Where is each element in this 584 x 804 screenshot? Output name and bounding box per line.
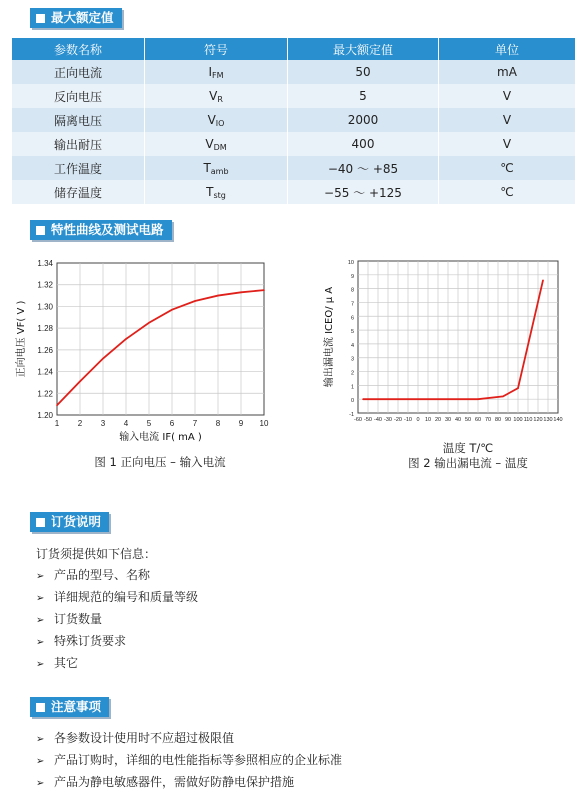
figure-2-xlabel: 温度 T/℃ (442, 441, 494, 455)
max-ratings-table (12, 38, 575, 204)
y-tick-label: 6 (350, 315, 354, 322)
leakage-current-chart (318, 255, 576, 440)
square-icon (36, 14, 45, 23)
section-header-notes: 注意事项 (30, 697, 109, 717)
x-tick-label: 8 (215, 419, 221, 428)
param-unit: V (439, 108, 576, 132)
x-tick-label: -50 (364, 417, 372, 423)
list-item (36, 630, 198, 652)
arrow-bullet-icon: ➢ (36, 571, 45, 582)
data-point (217, 295, 219, 297)
data-point (148, 322, 150, 324)
param-value: 400 (288, 132, 439, 156)
param-value: 5 (288, 84, 439, 108)
x-tick-label: 70 (484, 417, 492, 423)
list-item (36, 771, 342, 793)
x-tick-label: 40 (454, 417, 462, 423)
param-name: 反向电压 (12, 84, 145, 108)
param-unit: mA (439, 60, 576, 84)
y-tick-label: 9 (350, 273, 354, 280)
x-tick-label: -30 (384, 417, 392, 423)
arrow-bullet-icon: ➢ (36, 615, 45, 626)
x-tick-label: -20 (394, 417, 402, 423)
arrow-bullet-icon: ➢ (36, 637, 45, 648)
section-header-ordering: 订货说明 (30, 512, 109, 532)
x-tick-label: 30 (444, 417, 452, 423)
data-point (542, 280, 544, 282)
header-unit: 单位 (439, 38, 576, 60)
data-point (194, 300, 196, 302)
ordering-list (36, 564, 198, 674)
square-icon (36, 226, 45, 235)
list-item-text: 订货数量 (54, 612, 103, 626)
section-header-max-ratings: 最大额定值 (30, 8, 122, 28)
param-symbol: $V_{DM}$ (145, 132, 288, 156)
param-name: 隔离电压 (12, 108, 145, 132)
x-tick-label: 120 (533, 417, 543, 423)
x-tick-label: 100 (513, 417, 523, 423)
data-point (517, 387, 519, 389)
x-tick-label: 80 (494, 417, 502, 423)
list-item (36, 727, 342, 749)
param-name: 储存温度 (12, 180, 145, 204)
x-tick-label: 110 (523, 417, 533, 423)
param-name: 正向电流 (12, 60, 145, 84)
plot-area (57, 263, 264, 415)
figure-2-caption: 图 2 输出漏电流 – 温度 (408, 456, 528, 470)
x-tick-label: 7 (192, 419, 198, 428)
x-tick-label: 6 (169, 419, 175, 428)
x-tick-label: 9 (238, 419, 244, 428)
data-point (102, 358, 104, 360)
arrow-bullet-icon: ➢ (36, 734, 45, 745)
list-item-text: 产品订购时，详细的电性能指标等参照相应的企业标准 (54, 753, 343, 767)
param-unit: V (439, 132, 576, 156)
param-symbol: $T_{amb}$ (145, 156, 288, 180)
y-tick-label: 1.32 (37, 280, 53, 290)
y-tick-label: 1.30 (37, 302, 53, 312)
y-tick-label: 4 (350, 342, 354, 349)
x-tick-label: 60 (474, 417, 482, 423)
list-item-text: 其它 (54, 656, 79, 670)
list-item-text: 产品的型号、名称 (54, 568, 151, 582)
arrow-bullet-icon: ➢ (36, 593, 45, 604)
list-item-text: 产品为静电敏感器件，需做好防静电保护措施 (54, 775, 295, 789)
y-tick-label: 7 (350, 301, 354, 308)
table-row (12, 108, 575, 132)
x-tick-label: 10 (424, 417, 432, 423)
data-point (477, 398, 479, 400)
list-item (36, 564, 198, 586)
y-tick-label: 1.24 (37, 367, 53, 377)
x-tick-label: 90 (504, 417, 512, 423)
y-tick-label: 3 (350, 356, 354, 363)
x-tick-label: -60 (354, 417, 362, 423)
data-point (56, 404, 58, 406)
param-symbol: $I_{FM}$ (145, 60, 288, 84)
y-tick-label: 1.28 (37, 324, 53, 334)
arrow-bullet-icon: ➢ (36, 778, 45, 789)
x-tick-label: -10 (404, 417, 412, 423)
table-row (12, 132, 575, 156)
x-tick-label: 5 (146, 419, 152, 428)
ordering-intro: 订货须提供如下信息： (36, 547, 157, 561)
list-item (36, 586, 198, 608)
param-symbol: $V_{IO}$ (145, 108, 288, 132)
data-point (263, 289, 265, 291)
y-tick-label: 8 (350, 287, 354, 294)
list-item-text: 各参数设计使用时不应超过极限值 (54, 731, 235, 745)
data-point (240, 292, 242, 294)
figure-1-caption: 图 1 正向电压 – 输入电流 (94, 455, 226, 469)
notes-list (36, 727, 342, 793)
table-row (12, 180, 575, 204)
header-param: 参数名称 (12, 38, 145, 60)
x-tick-label: 130 (543, 417, 553, 423)
x-tick-label: 1 (54, 419, 60, 428)
data-point (79, 381, 81, 383)
data-point (125, 338, 127, 340)
forward-voltage-chart (10, 255, 285, 455)
list-item (36, 652, 198, 674)
y-tick-label: 10 (347, 260, 354, 266)
x-tick-label: 10 (259, 419, 269, 428)
table-header-row (12, 38, 575, 60)
table-row (12, 84, 575, 108)
square-icon (36, 518, 45, 527)
header-max: 最大额定值 (288, 38, 439, 60)
x-tick-label: 0 (416, 417, 420, 423)
x-tick-label: 2 (77, 419, 83, 428)
param-value: 50 (288, 60, 439, 84)
x-tick-label: 50 (464, 417, 472, 423)
data-point (171, 309, 173, 311)
table-row (12, 60, 575, 84)
x-tick-label: 3 (100, 419, 106, 428)
y-tick-label: 5 (350, 329, 354, 336)
param-name: 输出耐压 (12, 132, 145, 156)
x-tick-label: 140 (553, 417, 563, 423)
data-point (362, 398, 364, 400)
list-item-text: 特殊订货要求 (54, 634, 127, 648)
y-tick-label: 1.22 (37, 389, 53, 399)
param-unit: ℃ (439, 156, 576, 180)
y-tick-label: 1 (350, 384, 354, 391)
data-point (502, 396, 504, 398)
section-header-curves: 特性曲线及测试电路 (30, 220, 172, 240)
y-axis-label: 正向电压 VF( V ) (16, 300, 27, 378)
table-row (12, 156, 575, 180)
arrow-bullet-icon: ➢ (36, 756, 45, 767)
x-tick-label: 20 (434, 417, 442, 423)
param-symbol: $T_{stg}$ (145, 180, 288, 204)
y-tick-label: 1.20 (37, 411, 53, 420)
param-name: 工作温度 (12, 156, 145, 180)
param-unit: ℃ (439, 180, 576, 204)
list-item (36, 749, 342, 771)
list-item-text: 详细规范的编号和质量等级 (54, 590, 199, 604)
y-tick-label: 0 (350, 398, 354, 405)
x-tick-label: 4 (123, 419, 129, 428)
x-tick-label: -40 (374, 417, 382, 423)
y-tick-label: 1.26 (37, 345, 53, 355)
param-symbol: $V_R$ (145, 84, 288, 108)
arrow-bullet-icon: ➢ (36, 659, 45, 670)
param-value: 2000 (288, 108, 439, 132)
square-icon (36, 703, 45, 712)
y-tick-label: -1 (349, 412, 354, 418)
param-value: −55 ～ +125 (288, 180, 439, 204)
param-unit: V (439, 84, 576, 108)
y-axis-label: 输出漏电流 ICEO/ μ A (324, 286, 335, 388)
x-axis-label: 输入电流 IF( mA ) (119, 432, 202, 443)
param-value: −40 ～ +85 (288, 156, 439, 180)
y-tick-label: 1.34 (37, 259, 53, 268)
list-item (36, 608, 198, 630)
header-symbol: 符号 (145, 38, 288, 60)
y-tick-label: 2 (350, 370, 354, 377)
